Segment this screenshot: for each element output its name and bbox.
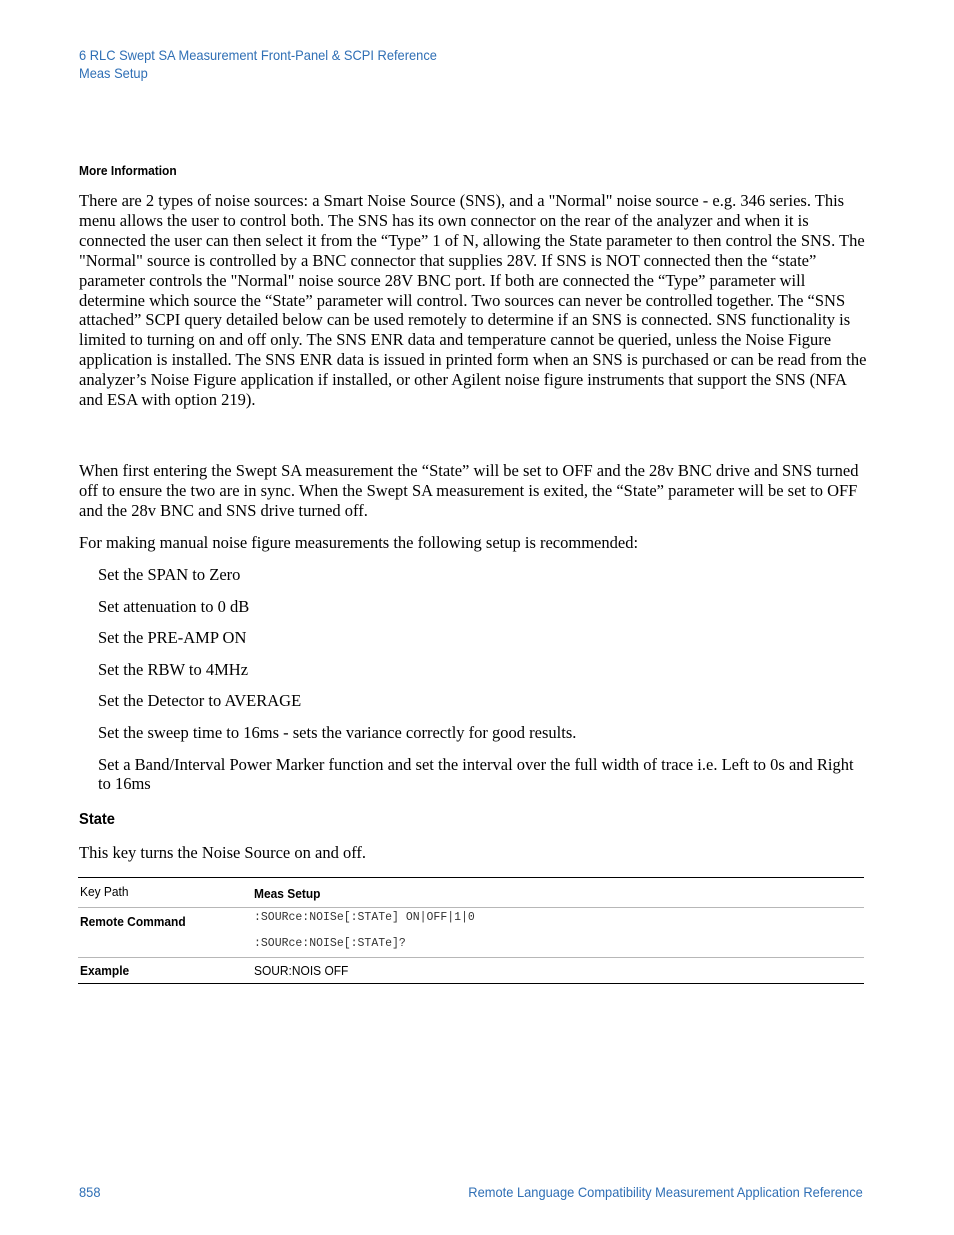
state-description: This key turns the Noise Source on and off. <box>79 843 367 862</box>
page-number: 858 <box>79 1184 101 1200</box>
running-header <box>79 46 437 82</box>
list-item: Set the Detector to AVERAGE <box>98 691 302 711</box>
example-value: SOUR:NOIS OFF <box>254 963 349 978</box>
key-path-value: Meas Setup <box>254 886 321 901</box>
list-item: Set attenuation to 0 dB <box>98 596 250 616</box>
remote-command-label: Remote Command <box>80 914 186 929</box>
swept-sa-state-paragraph: When first entering the Swept SA measurement the “State” will be set to OFF and the 28v BNC drive and SNS turned off to ensure the two are in sync. When the Swept SA measurement is exited, the “State” parameter will be set to OFF and the 28v BNC and SNS drive turned off. <box>79 461 859 520</box>
state-heading: State <box>79 811 115 828</box>
list-item: Set the RBW to 4MHz <box>98 659 249 679</box>
list-item: Set a Band/Interval Power Marker function and set the interval over the full width of trace i.e. Left to 0s and Right to 16ms <box>98 754 854 794</box>
key-info-table <box>78 877 864 984</box>
list-item: Set the SPAN to Zero <box>98 565 241 584</box>
key-path-label: Key Path <box>80 884 129 899</box>
table-row <box>78 908 864 958</box>
list-item: Set the sweep time to 16ms - sets the variance correctly for good results. <box>98 722 577 742</box>
setup-intro-paragraph: For making manual noise figure measurements the following setup is recommended: <box>79 533 639 552</box>
list-item: Set the PRE-AMP ON <box>98 628 247 648</box>
noise-source-paragraph: There are 2 types of noise sources: a Smart Noise Source (SNS), and a "Normal" noise source - e.g. 346 series. This menu allows the user to control both. The SNS has its own connector on the rear of the analyzer and when it is connected the user can then select it from the “Type” 1 of N, allowing the State parameter to then control the SNS. The "Normal" source is controlled by a BNC connector that supplies 28V. If SNS is NOT connected then the “state” parameter controls the "Normal" noise source 28V BNC port. If both are connected the “Type” parameter will determine which source the “State” parameter will control. Two sources can never be controlled together. The “SNS attached” SCPI query detailed below can be used remotely to determine if an SNS is connected. SNS functionality is limited to turning on and off only. The SNS ENR data and temperature cannot be queried, unless the Noise Figure application is installed. The SNS ENR data is issued in printed form when an SNS is purchased or can be read from the analyzer’s Noise Figure application if installed, or other Agilent noise figure instruments that support the SNS (NFA and ESA with option 219). <box>79 191 867 410</box>
section-title: Meas Setup <box>79 65 148 81</box>
table-row <box>78 958 864 984</box>
example-label: Example <box>80 963 130 978</box>
document-title: Remote Language Compatibility Measurement Application Reference <box>468 1184 863 1200</box>
remote-command-query: :SOURce:NOISe[:STATe]? <box>254 937 406 950</box>
remote-command-set: :SOURce:NOISe[:STATe] ON|OFF|1|0 <box>254 911 475 924</box>
chapter-title: 6 RLC Swept SA Measurement Front-Panel & SCPI Reference <box>79 47 437 63</box>
setup-steps-list <box>98 565 868 806</box>
table-row <box>78 878 864 908</box>
more-information-label: More Information <box>79 163 177 178</box>
